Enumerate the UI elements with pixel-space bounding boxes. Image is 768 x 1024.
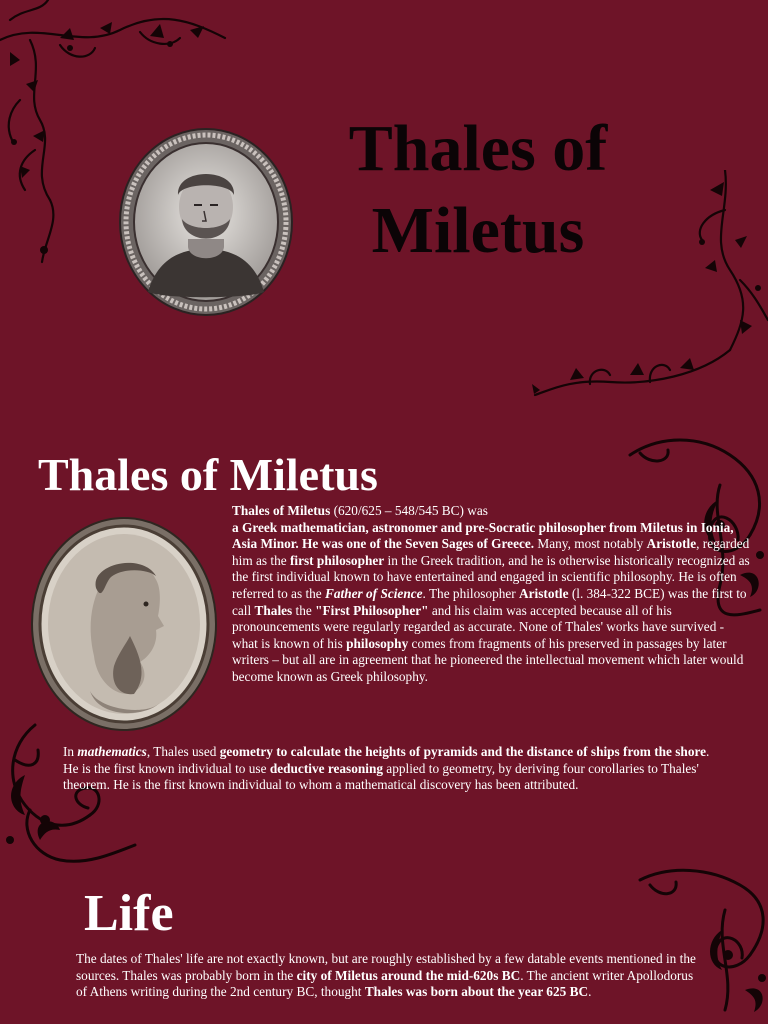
intro-quote-first-philosopher: "First Philosopher" <box>315 602 429 618</box>
thales-bust-medallion-image <box>118 127 294 317</box>
intro-philosophy: philosophy <box>346 635 409 651</box>
intro-description: a Greek mathematician, astronomer and pre-Socratic philosopher from Miletus in Ionia, Asia Minor. He was one of the Seven Sages of Greece. <box>232 519 734 552</box>
intro-text-2: , regarded him as the <box>232 536 750 568</box>
intro-paragraph <box>232 503 752 686</box>
math-text-3: . He is the first known individual to use <box>63 744 710 776</box>
intro-thales: Thales <box>254 602 293 618</box>
life-text-1: The dates of Thales' life are not exactly known, but are roughly established by a few datable events mentioned in the sources. Thales was probably born in the <box>76 951 696 983</box>
life-born: Thales was born about the year 625 BC <box>364 984 589 1000</box>
intro-first-philosopher: first philosopher <box>289 552 385 568</box>
intro-text-1: Many, most notably <box>534 536 647 552</box>
intro-dates: (620/625 – 548/545 BC) was <box>330 503 488 518</box>
life-text-2: . The ancient writer Apollodorus of Athens writing during the 2nd century BC, thought <box>76 967 694 1000</box>
intro-text-5: (l. 384-322 BCE) was the first to call <box>232 585 747 618</box>
mathematics-paragraph <box>63 744 723 794</box>
math-geometry: geometry to calculate the heights of pyramids and the distance of ships from the shore <box>219 744 707 759</box>
math-text-1: In <box>63 744 78 759</box>
intro-text-6: the <box>292 602 316 618</box>
intro-text-7: and his claim was accepted because all of his pronouncements were regularly regarded as accurate. None of Thales' works have survived - what is known of his <box>232 602 725 651</box>
intro-aristotle: Aristotle <box>646 536 697 552</box>
math-text-2: , Thales used <box>146 744 220 759</box>
section-heading-thales: Thales of Miletus <box>38 449 378 500</box>
intro-text-4: . The philosopher <box>422 585 520 601</box>
life-city: city of Miletus around the mid-620s BC <box>296 967 521 983</box>
math-text-4: applied to geometry, by deriving four corollaries to Thales' theorem. He is the first known individual to whom a mathematical discovery has been attributed. <box>63 760 699 793</box>
intro-aristotle-2: Aristotle <box>519 585 569 601</box>
math-mathematics: mathematics <box>77 744 147 759</box>
life-text-3: . <box>588 984 592 1000</box>
intro-name: Thales of Miletus <box>232 503 331 518</box>
swirl-ornament-left <box>0 720 140 870</box>
intro-text-3: in the Greek tradition, and he is otherwise historically recognized as the first individual known to have entertained and engaged in scientific philosophy. He is often referred to as the <box>232 552 750 601</box>
life-paragraph <box>76 951 696 1001</box>
math-deductive-reasoning: deductive reasoning <box>269 760 383 776</box>
thales-profile-medallion-image <box>30 516 218 732</box>
intro-father-of-science: Father of Science <box>325 585 423 601</box>
intro-text-8: comes from fragments of his preserved in passages by later writers – but all are in agreement that he pioneered the intellectual movement which later would become known as Greek philosophy. <box>232 635 744 684</box>
section-heading-life: Life <box>84 885 174 942</box>
page-title: Thales of Miletus <box>348 112 608 267</box>
